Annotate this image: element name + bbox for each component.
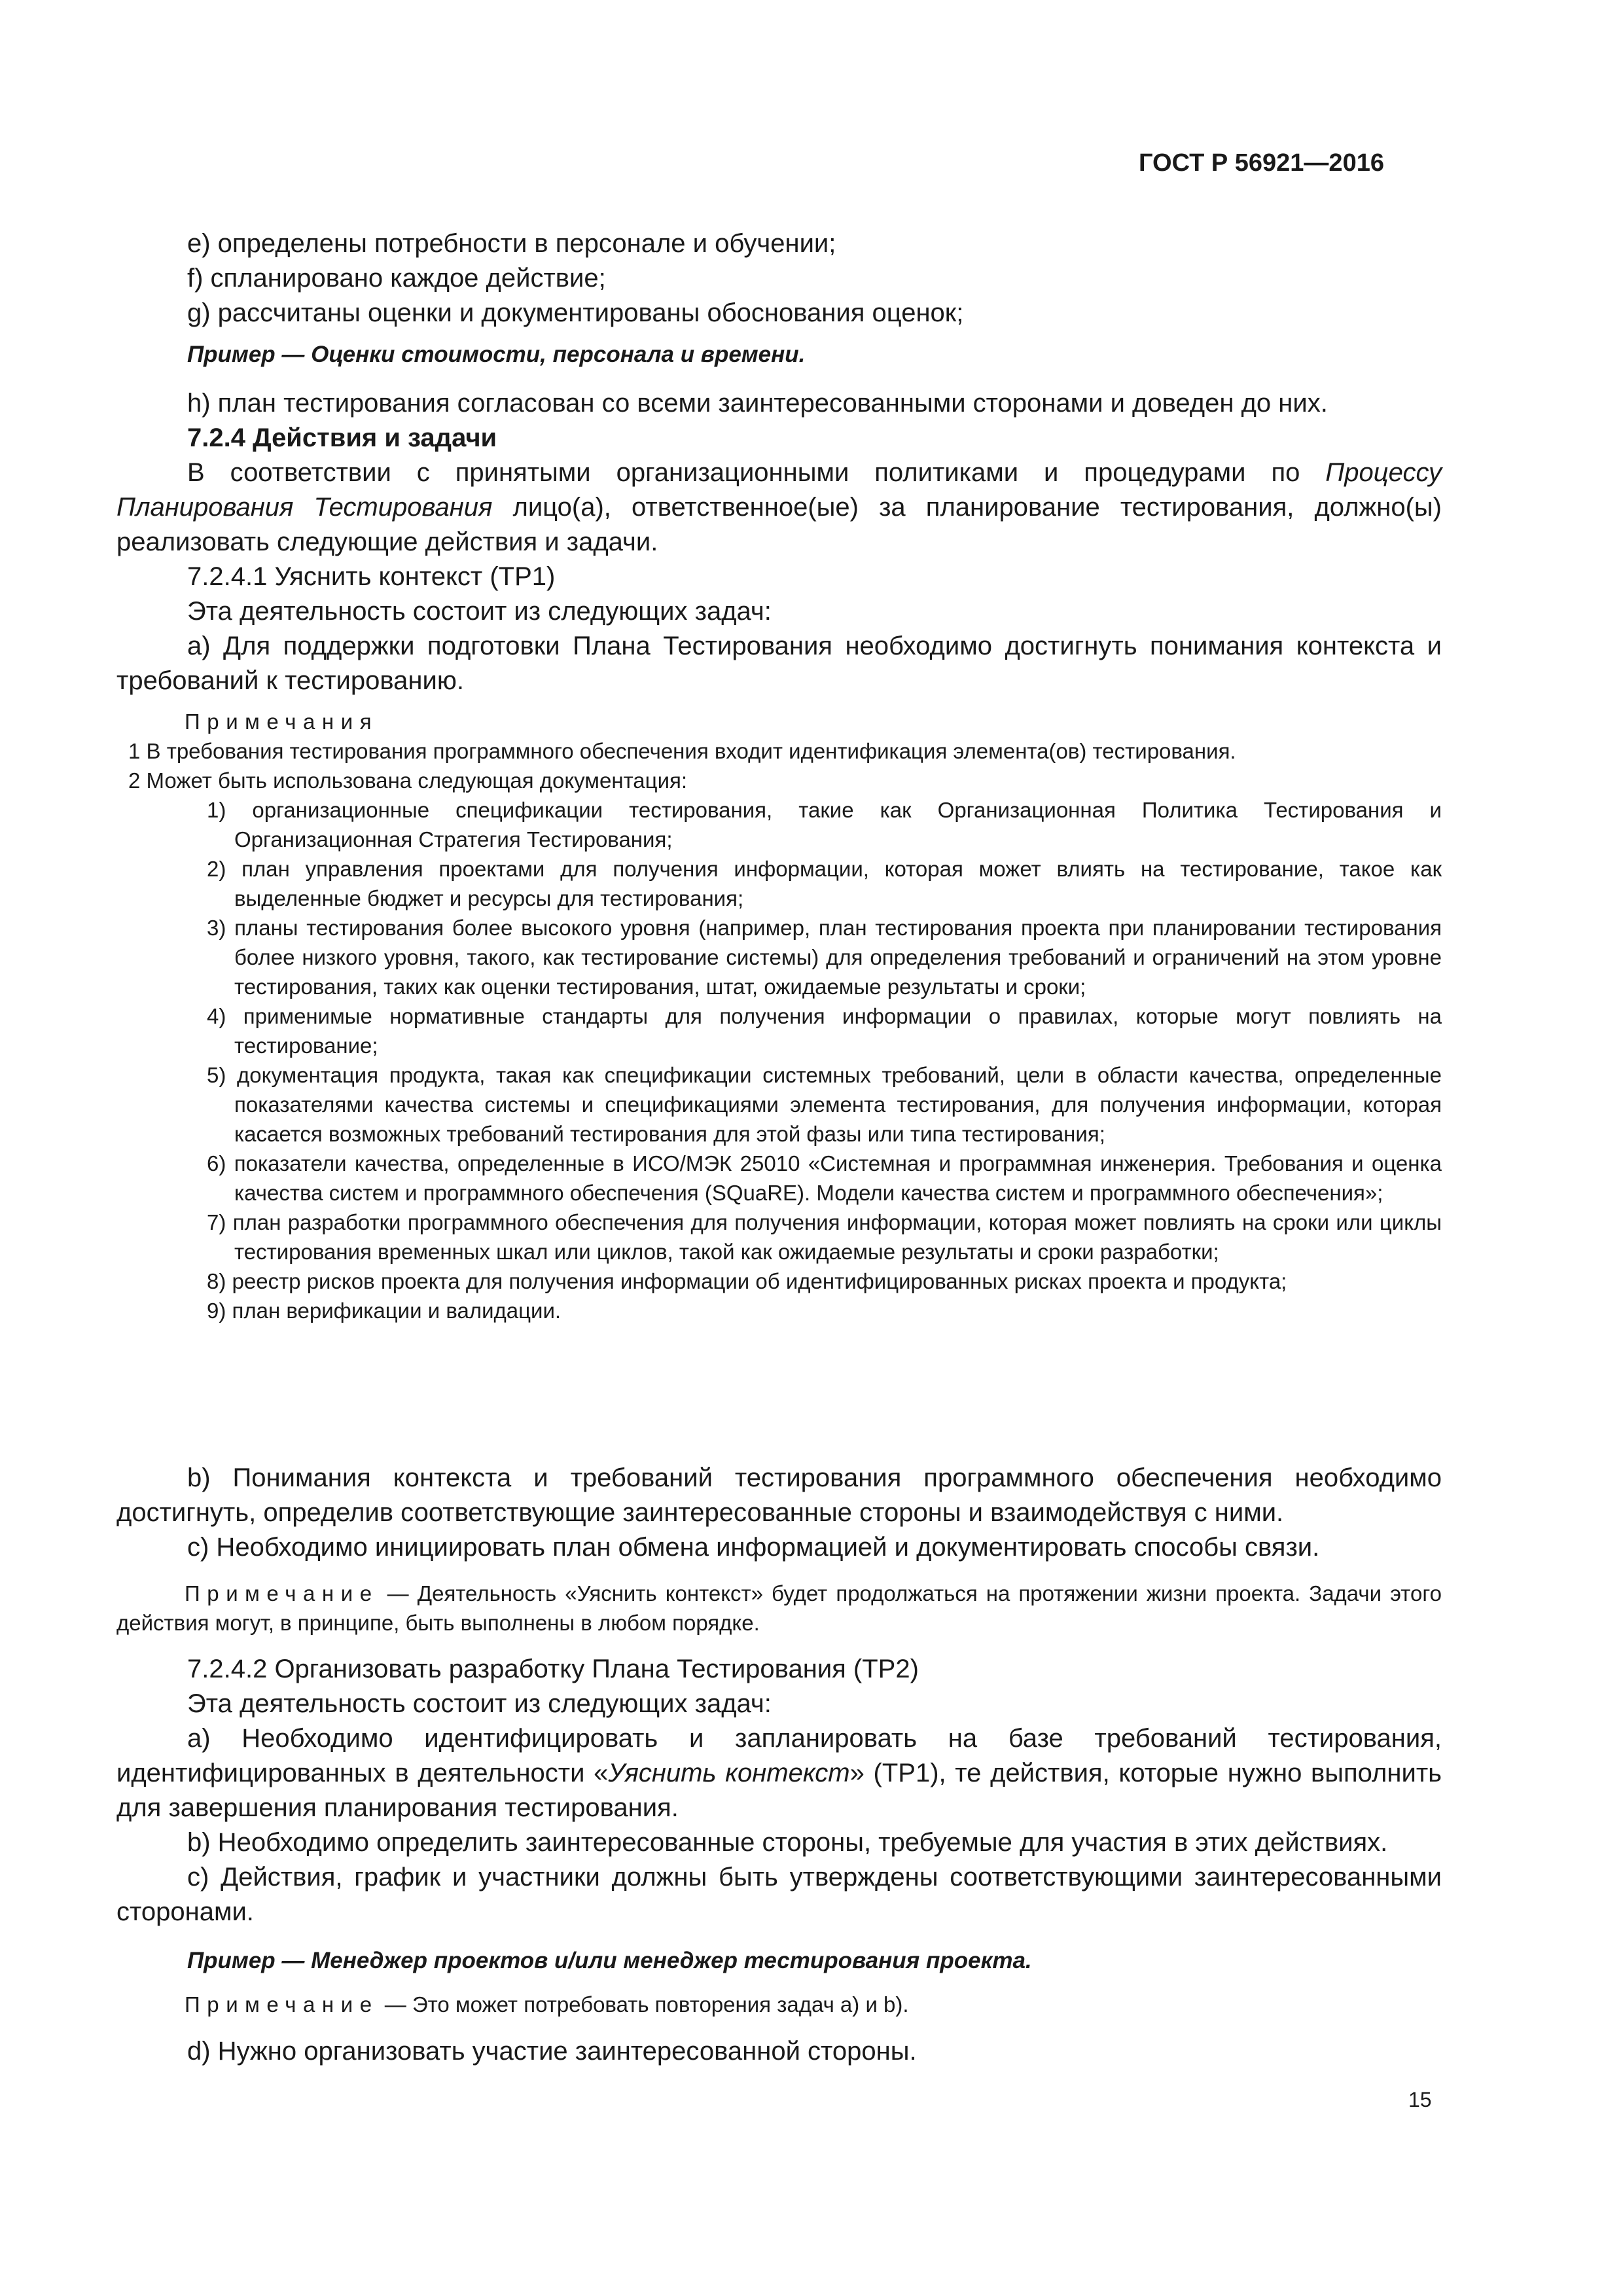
example-managers: Пример — Менеджер проектов и/или менеджер тестирования проекта. (187, 1948, 1032, 1973)
section-724 (116, 386, 1442, 698)
intro-process-name: Процессу Планирования Тестирования (116, 458, 1442, 522)
intro-text: В соответствии с принятыми организационными политиками и процедурами по (187, 458, 1326, 487)
tp2-note-text (116, 1990, 1442, 2019)
tp2-item-b: b) Необходимо определить заинтересованные стороны, требуемые для участия в этих действиях. (187, 1828, 1388, 1857)
tp2-item-a-ref: Уяснить контекст (608, 1759, 850, 1787)
tp2-note (116, 1990, 1442, 2019)
documentation-list-item: 1) организационные спецификации тестирования, такие как Организационная Политика Тестирования и Организационная Стратегия Тестирования; (207, 798, 1442, 852)
tp1-activity: Эта деятельность состоит из следующих задач: (187, 597, 772, 626)
tp2-item-a-text: a) Необходимо идентифицировать и запланировать на базе требований тестирования, идентифицированных в деятельности « (116, 1724, 1442, 1787)
document-header: ГОСТ Р 56921—2016 (1139, 149, 1384, 177)
documentation-list-item: 4) применимые нормативные стандарты для получения информации о правилах, которые могут повлиять на тестирование; (207, 1004, 1442, 1058)
tp1-item-c: c) Необходимо инициировать план обмена информацией и документировать способы связи. (187, 1533, 1320, 1562)
tp2-heading: 7.2.4.2 Организовать разработку Плана Тестирования (TP2) (187, 1655, 919, 1683)
note-1: 1 В требования тестирования программного обеспечения входит идентификация элемента(ов) тестирования. (128, 739, 1236, 763)
tp1-heading: 7.2.4.1 Уяснить контекст (TP1) (187, 562, 556, 591)
tp2-item-d-block (116, 2034, 1442, 2069)
list-item-h: h) план тестирования согласован со всеми заинтересованными сторонами и доведен до них. (187, 389, 1328, 418)
notes-label-text: Примечания (185, 709, 379, 734)
tp2-section (116, 1652, 1442, 1929)
documentation-list-item: 5) документация продукта, такая как спецификации системных требований, цели в области качества, определенные показателями качества системы и спецификациями элемента тестирования, для получения информации, которая касается возможных требований тестирования для этой фазы или типа тестирования; (207, 1063, 1442, 1146)
tp1-notes (116, 707, 1442, 1325)
list-item-f: f) спланировано каждое действие; (187, 264, 606, 293)
example-costs: Пример — Оценки стоимости, персонала и времени. (187, 342, 806, 367)
tp2-item-d: d) Нужно организовать участие заинтересованной стороны. (187, 2037, 917, 2066)
note-2: 2 Может быть использована следующая документация: (128, 768, 688, 793)
documentation-list-item: 2) план управления проектами для получения информации, которая может влиять на тестирование, такое как выделенные бюджет и ресурсы для тестирования; (207, 857, 1442, 910)
documentation-list-item: 8) реестр рисков проекта для получения информации об идентифицированных рисках проекта и продукта; (207, 1269, 1287, 1293)
tp2-item-c: c) Действия, график и участники должны быть утверждены соответствующими заинтересованными сторонами. (116, 1863, 1442, 1926)
note-body: — Деятельность «Уяснить контекст» будет продолжаться на протяжении жизни проекта. Задачи этого действия могут, в принципе, быть выполнены в любом порядке. (116, 1581, 1442, 1635)
documentation-list-item: 6) показатели качества, определенные в ИСО/МЭК 25010 «Системная и программная инженерия. Требования и оценка качества систем и программного обеспечения (SQuaRE). Модели качества систем и программного обеспечения»; (207, 1151, 1442, 1205)
section-724-heading: 7.2.4 Действия и задачи (187, 423, 497, 452)
tp1-note-text (116, 1579, 1442, 1638)
tp1-items-bc (116, 1461, 1442, 1565)
documentation-list-item: 7) план разработки программного обеспечения для получения информации, которая может повлиять на сроки или циклы тестирования временных шкал или циклов, такой как ожидаемые результаты и сроки разработки; (207, 1210, 1442, 1264)
tp1-item-b: b) Понимания контекста и требований тестирования программного обеспечения необходимо достигнуть, определив соответствующие заинтересованные стороны и взаимодействуя с ними. (116, 1463, 1442, 1527)
documentation-list (116, 795, 1442, 1325)
tp1-note (116, 1579, 1442, 1638)
top-list (116, 226, 1442, 331)
tp2-item-a (116, 1721, 1442, 1825)
tp1-item-a: a) Для поддержки подготовки Плана Тестирования необходимо достигнуть понимания контекста и требований к тестированию. (116, 632, 1442, 695)
note-label: Примечание (185, 1581, 379, 1605)
intro-text-end: лицо(а), ответственное(ые) за планирование тестирования, должно(ы) реализовать следующие действия и задачи. (116, 493, 1442, 556)
note-body: — Это может потребовать повторения задач a) и b). (378, 1992, 909, 2017)
page-number: 15 (1408, 2088, 1432, 2111)
tp2-item-a-text-end: » (TP1), те действия, которые нужно выполнить для завершения планирования тестирования. (116, 1759, 1442, 1822)
list-item-g: g) рассчитаны оценки и документированы обоснования оценок; (187, 298, 964, 327)
tp2-activity: Эта деятельность состоит из следующих задач: (187, 1689, 772, 1718)
section-724-intro (116, 456, 1442, 560)
list-item-e: e) определены потребности в персонале и обучении; (187, 229, 836, 258)
documentation-list-item: 9) план верификации и валидации. (207, 1299, 562, 1323)
documentation-list-item: 3) планы тестирования более высокого уровня (например, план тестирования проекта при планировании тестирования более низкого уровня, такого, как тестирование системы) для определения требований и ограничений на этом уровне тестирования, таких как оценки тестирования, штат, ожидаемые результаты и сроки; (207, 916, 1442, 999)
notes-label (116, 707, 1442, 736)
note-label: Примечание (185, 1992, 379, 2017)
